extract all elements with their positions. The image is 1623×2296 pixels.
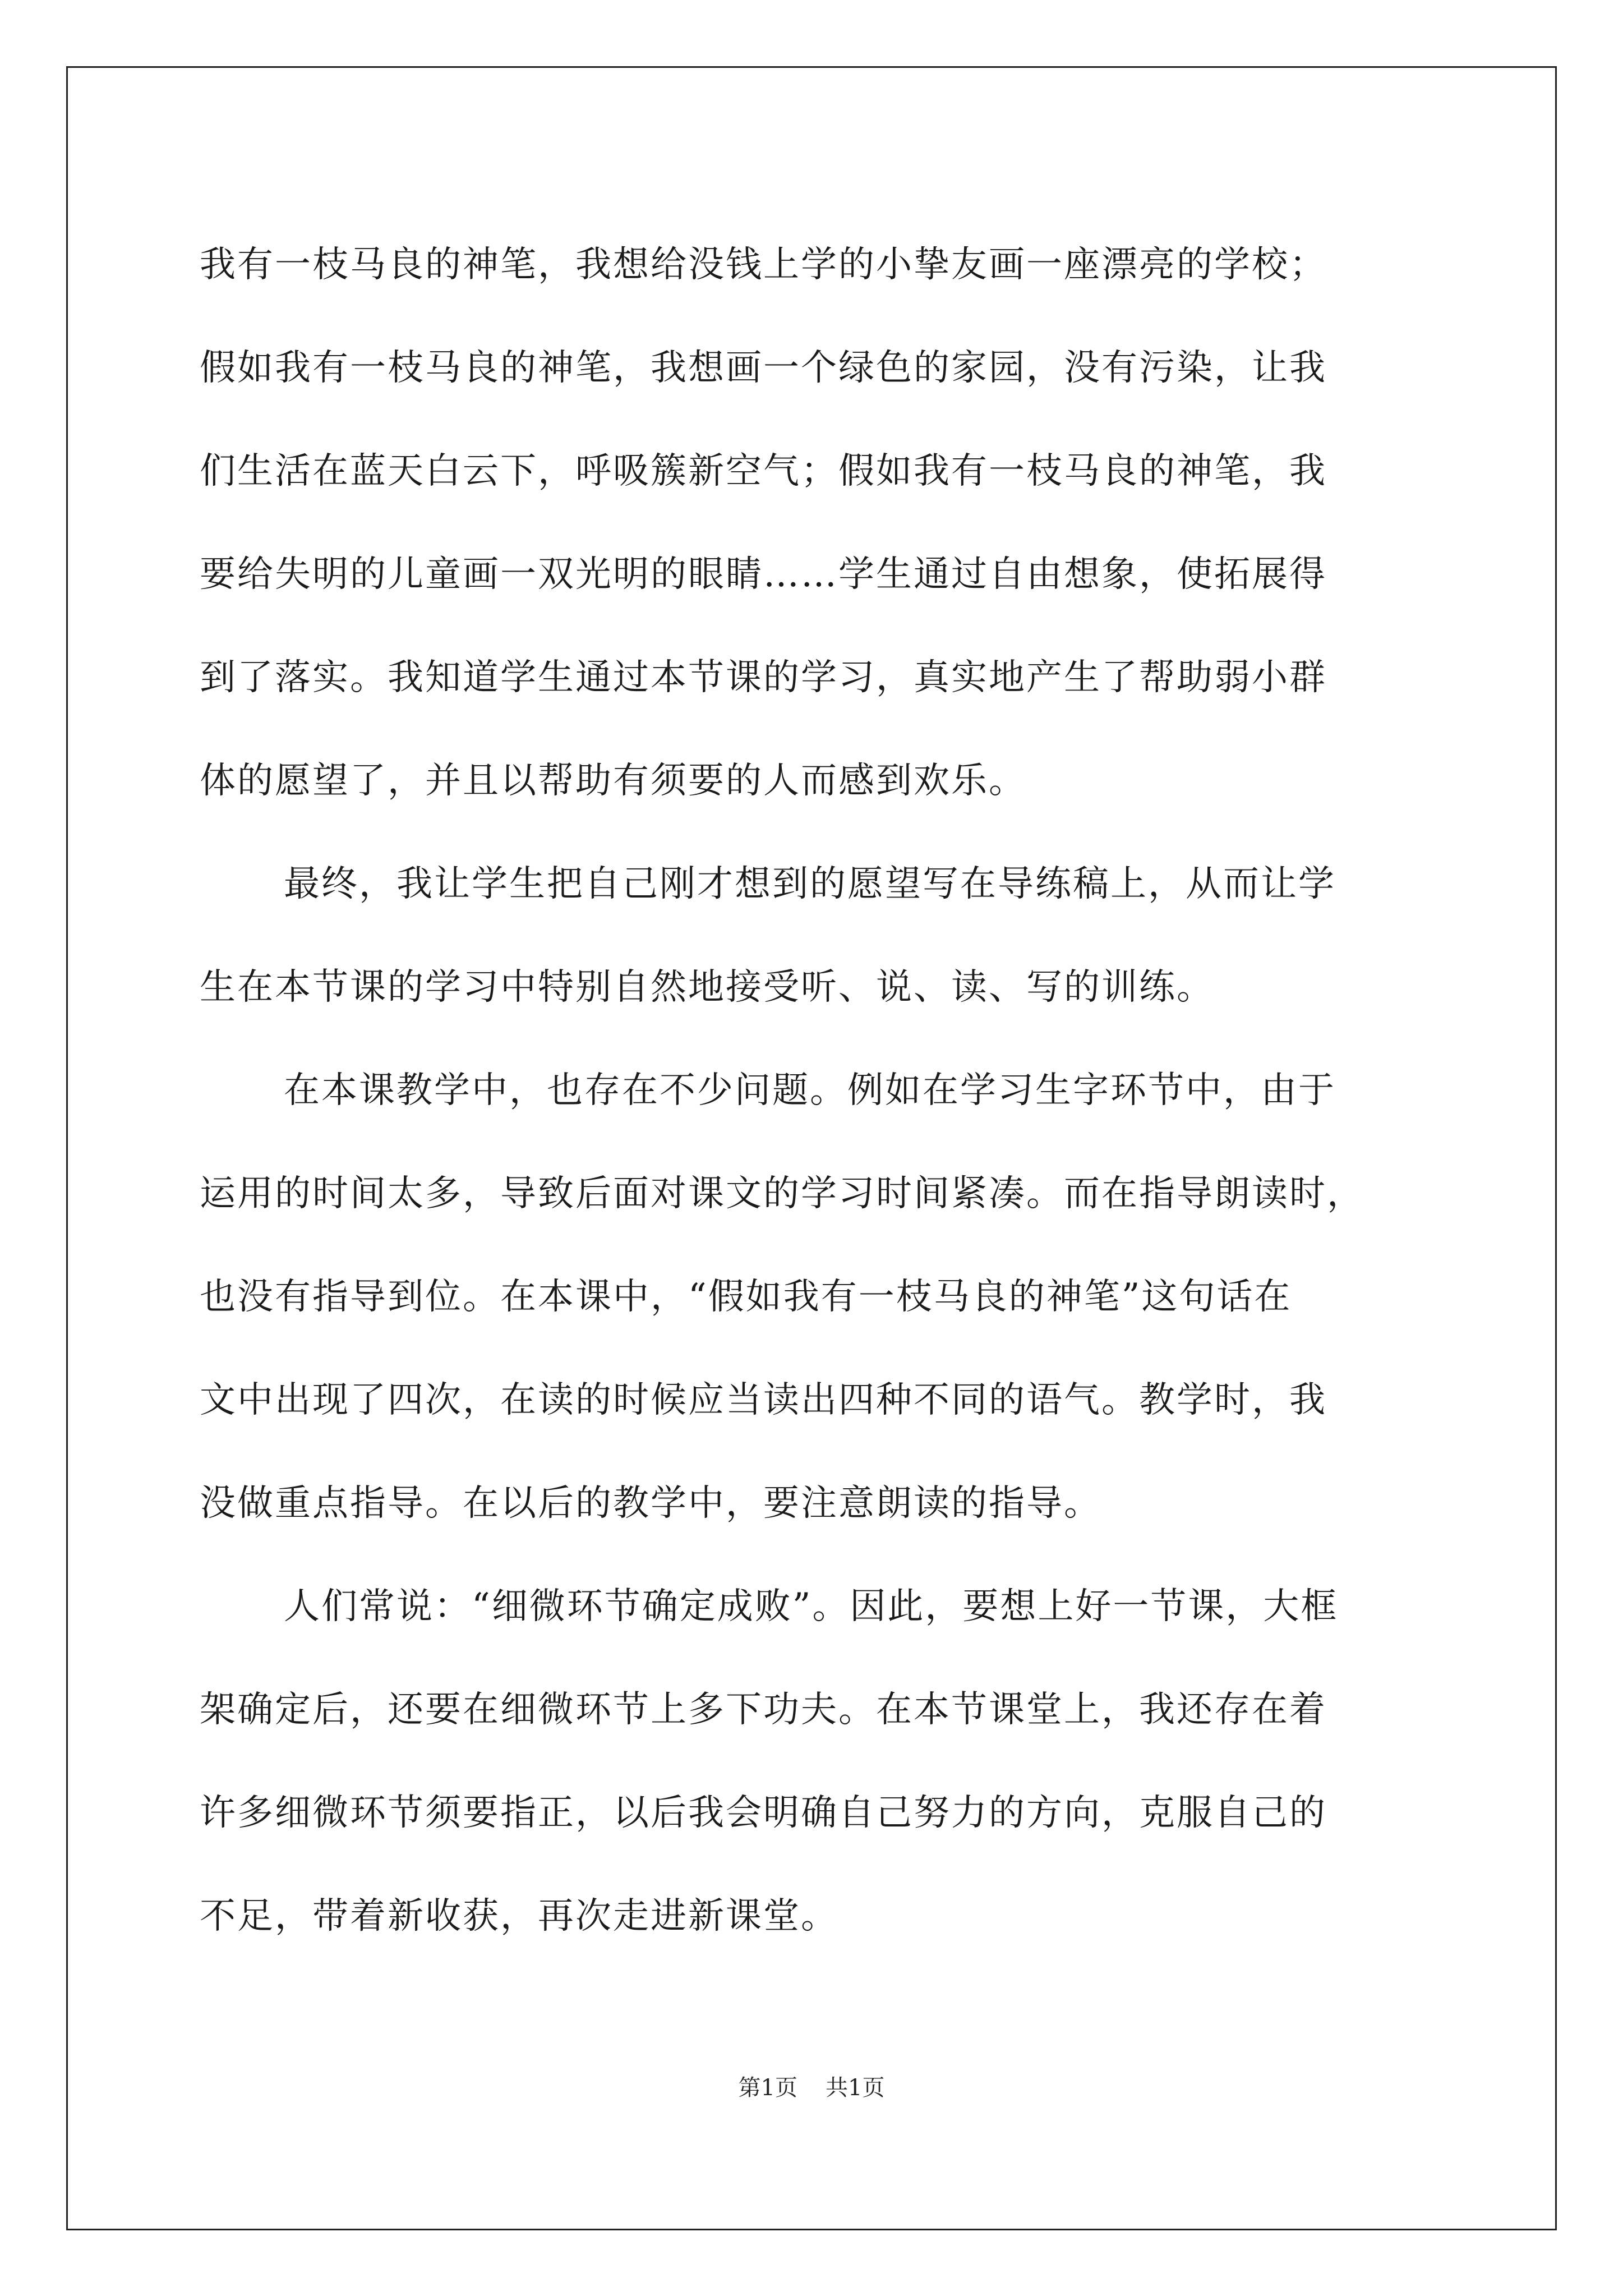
text-line: 们生活在蓝天白云下，呼吸簇新空气；假如我有一枝马良的神笔，我 — [200, 450, 1327, 492]
text-line: 也没有指导到位。在本课中，“假如我有一枝马良的神笔”这句话在 — [200, 1276, 1292, 1318]
text-line: 许多细微环节须要指正，以后我会明确自己努力的方向，克服自己的 — [200, 1792, 1327, 1834]
page-number-total: 共1页 — [826, 2075, 885, 2101]
paragraph-first-line: 在本课教学中，也存在不少问题。例如在学习生字环节中，由于 — [284, 1070, 1336, 1111]
text-line: 我有一枝马良的神笔，我想给没钱上学的小挚友画一座漂亮的学校； — [200, 244, 1327, 286]
paragraph-first-line: 最终，我让学生把自己刚才想到的愿望写在导练稿上，从而让学 — [284, 863, 1336, 905]
text-line: 文中出现了四次，在读的时候应当读出四种不同的语气。教学时，我 — [200, 1379, 1327, 1421]
text-line: 到了落实。我知道学生通过本节课的学习，真实地产生了帮助弱小群 — [200, 657, 1327, 698]
text-line: 运用的时间太多，导致后面对课文的学习时间紧凑。而在指导朗读时， — [200, 1173, 1364, 1214]
page-footer — [0, 2070, 1623, 2102]
text-line: 生在本节课的学习中特别自然地接受听、说、读、写的训练。 — [200, 967, 1214, 1008]
document-body — [200, 213, 1422, 1968]
page-number-current: 第1页 — [738, 2075, 797, 2101]
paragraph-first-line: 人们常说：“细微环节确定成败”。因此，要想上好一节课，大框 — [284, 1586, 1339, 1627]
text-line: 要给失明的儿童画一双光明的眼睛……学生通过自由想象，使拓展得 — [200, 554, 1327, 595]
text-line: 架确定后，还要在细微环节上多下功夫。在本节课堂上，我还存在着 — [200, 1689, 1327, 1731]
text-line: 体的愿望了，并且以帮助有须要的人而感到欢乐。 — [200, 760, 1026, 802]
text-line: 没做重点指导。在以后的教学中，要注意朗读的指导。 — [200, 1483, 1101, 1524]
text-line: 不足，带着新收获，再次走进新课堂。 — [200, 1895, 838, 1937]
text-line: 假如我有一枝马良的神笔，我想画一个绿色的家园，没有污染，让我 — [200, 347, 1327, 389]
